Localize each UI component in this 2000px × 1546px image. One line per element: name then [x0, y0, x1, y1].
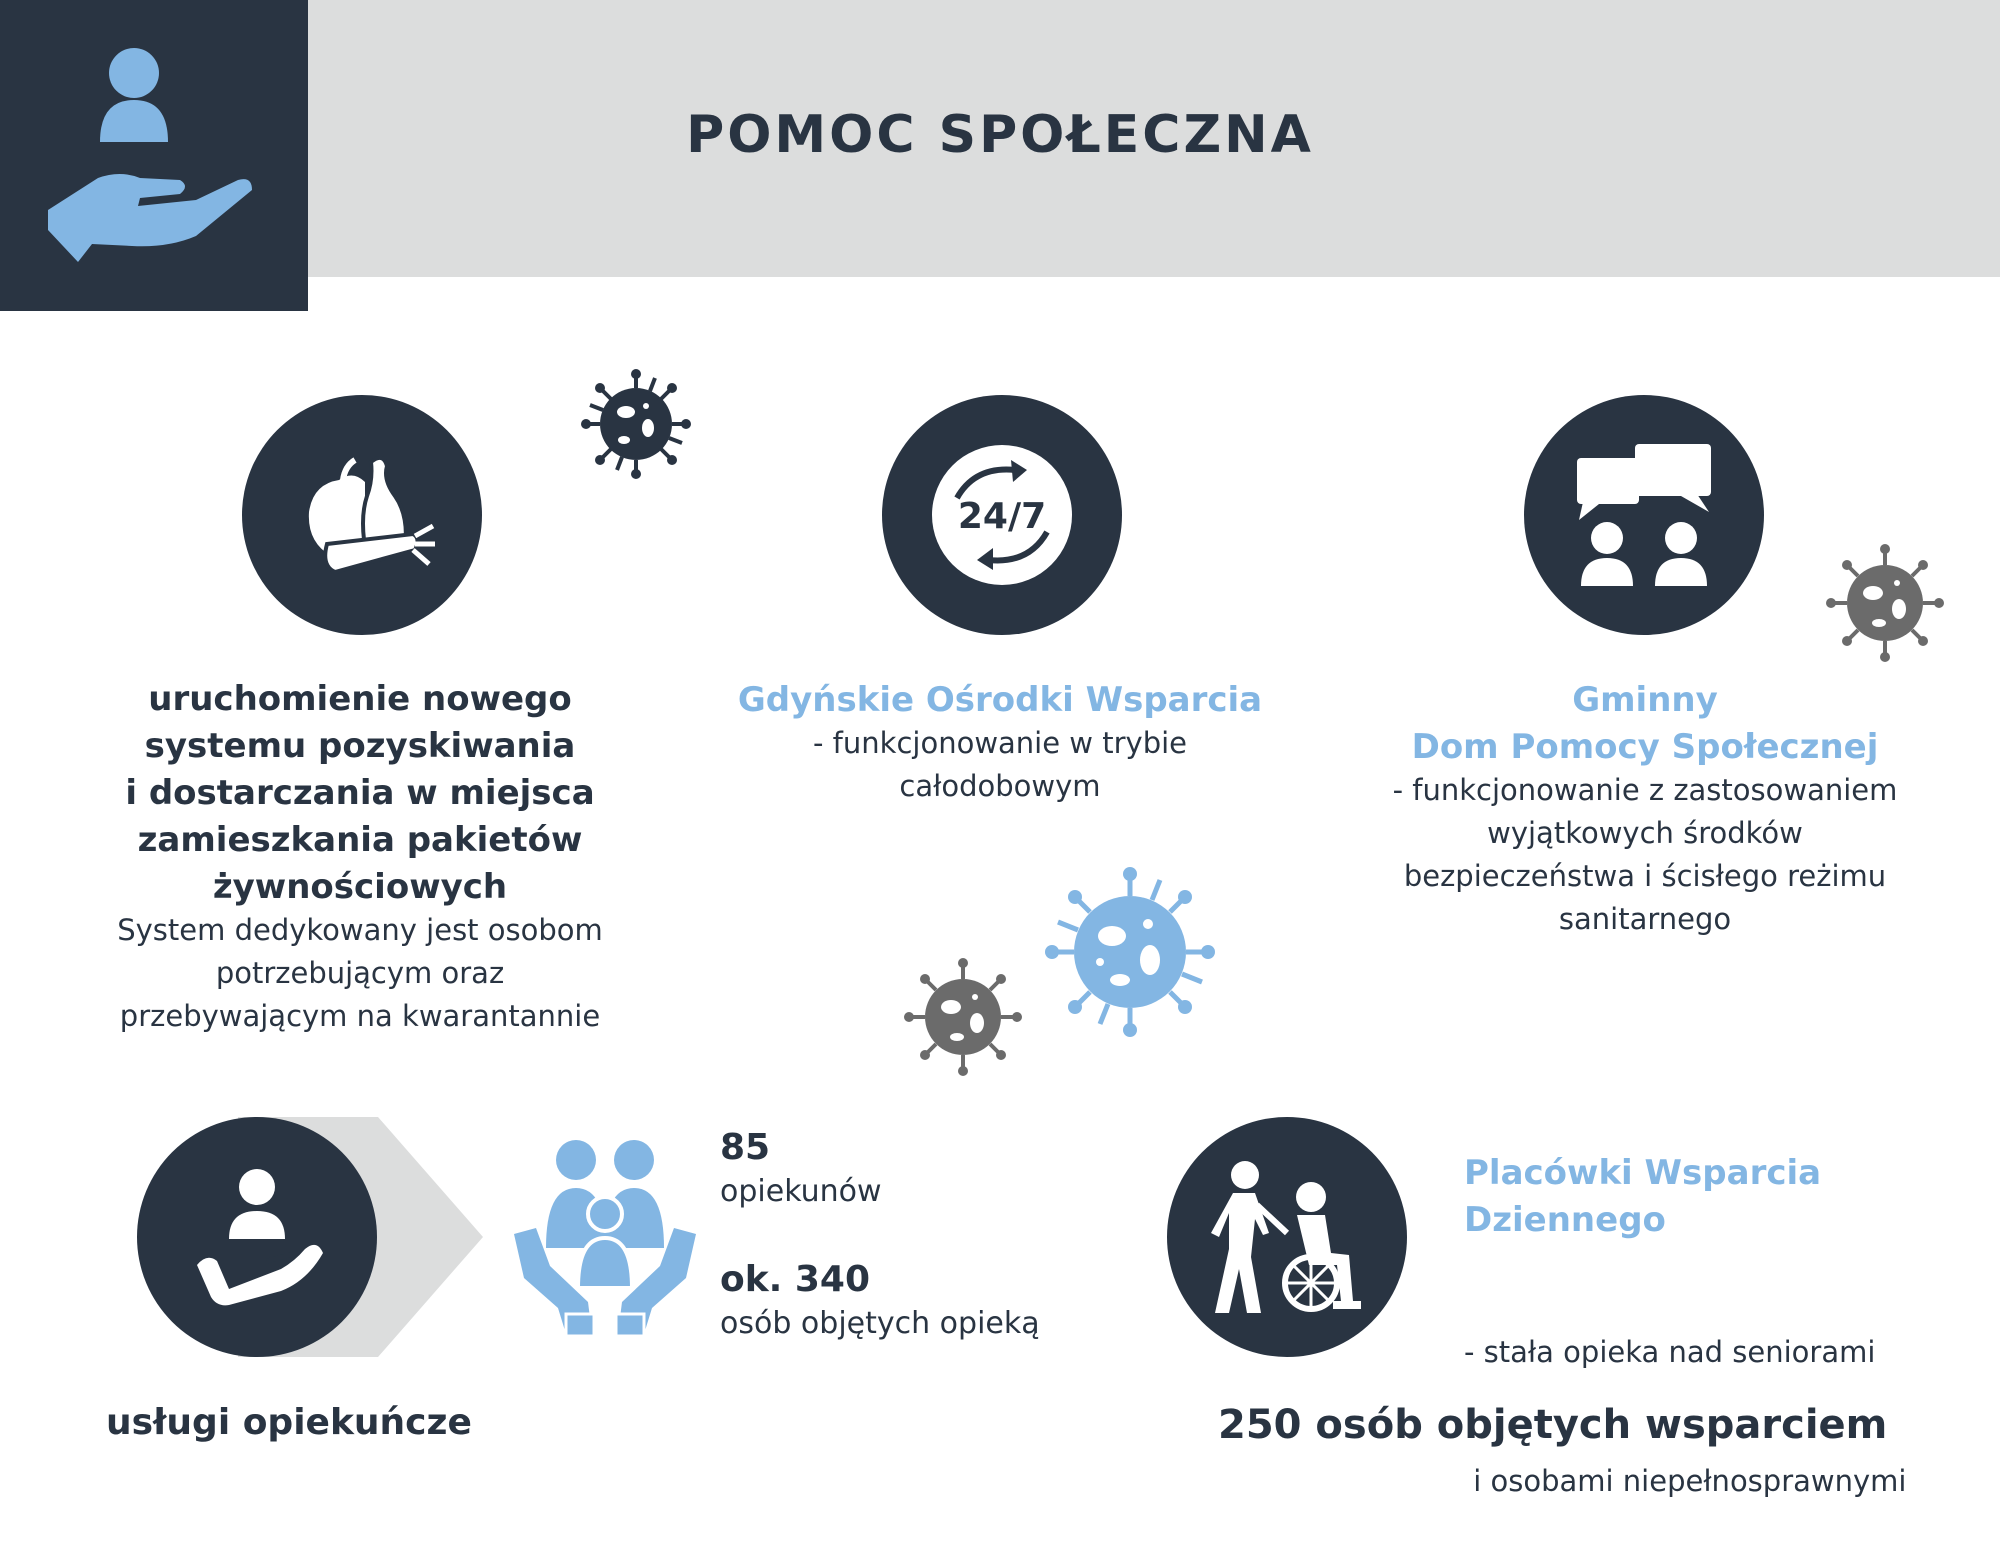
care-home-title — [1350, 677, 1940, 771]
helping-hand-person-icon — [177, 1157, 337, 1317]
food-heading — [100, 676, 620, 911]
virus-icon — [1822, 540, 1948, 666]
day-support-title-line: Dziennego — [1464, 1200, 1666, 1240]
consultation-chat-icon — [1569, 440, 1719, 590]
care-home-title-line: Gminny — [1572, 680, 1718, 720]
care-services-footer: usługi opiekuńcze — [106, 1402, 472, 1443]
family-care-icon — [510, 1138, 700, 1338]
wheelchair-assist-icon — [1207, 1157, 1367, 1317]
helping-hand-person-icon — [0, 0, 308, 311]
food-body-line: System dedykowany jest osobom — [117, 913, 603, 947]
virus-icon — [1040, 862, 1220, 1042]
day-support-body-line: i osobami niepełnosprawnymi — [1464, 1464, 1907, 1498]
day-support-body-line: - stała opieka nad seniorami — [1464, 1335, 1876, 1369]
support-centers-title: Gdyńskie Ośrodki Wsparcia — [737, 680, 1263, 720]
day-support-title — [1464, 1150, 1964, 1244]
support-centers-body — [700, 722, 1300, 808]
day-support-footer: 250 osób objętych wsparciem — [1218, 1402, 1888, 1448]
food-heading-line: uruchomienie nowego — [148, 679, 572, 719]
food-body — [90, 909, 630, 1038]
header-logo-panel — [0, 0, 308, 311]
food-body-line: przebywającym na kwarantannie — [119, 999, 601, 1033]
care-recipients-count: ok. 340 — [720, 1259, 871, 1300]
care-home-title-line: Dom Pomocy Społecznej — [1411, 727, 1879, 767]
support-centers-body-line: - funkcjonowanie w trybie — [813, 726, 1187, 760]
care-services-circle — [137, 1117, 377, 1357]
care-home-body-line: sanitarnego — [1558, 902, 1732, 936]
food-body-line: potrzebującym oraz — [215, 956, 505, 990]
food-produce-icon — [287, 440, 437, 590]
food-heading-line: zamieszkania pakietów — [137, 820, 583, 860]
caregivers-count: 85 — [720, 1127, 771, 1168]
food-heading-line: i dostarczania w miejsca — [125, 773, 595, 813]
food-heading-line: żywnościowych — [212, 867, 508, 907]
page-title: POMOC SPOŁECZNA — [686, 105, 1314, 165]
food-heading-line: systemu pozyskiwania — [144, 726, 576, 766]
care-home-body-line: wyjątkowych środków — [1487, 816, 1803, 850]
care-home-body-line: bezpieczeństwa i ścisłego reżimu — [1403, 859, 1887, 893]
care-home-body — [1350, 769, 1940, 941]
day-support-body — [1464, 1245, 1984, 1546]
clock-24-7-icon — [927, 440, 1077, 590]
caregivers-label: opiekunów — [720, 1174, 882, 1209]
care-services-stats — [720, 1125, 1120, 1345]
care-recipients-label: osób objętych opieką — [720, 1306, 1040, 1341]
day-support-title-line: Placówki Wsparcia — [1464, 1153, 1822, 1193]
food-circle — [242, 395, 482, 635]
virus-icon — [900, 954, 1026, 1080]
care-home-body-line: - funkcjonowanie z zastosowaniem — [1392, 773, 1898, 807]
day-support-circle — [1167, 1117, 1407, 1357]
virus-icon — [578, 366, 694, 482]
support-centers-circle — [882, 395, 1122, 635]
support-centers-body-line: całodobowym — [899, 769, 1101, 803]
clock-24-7-label: 24/7 — [957, 496, 1047, 537]
care-home-circle — [1524, 395, 1764, 635]
